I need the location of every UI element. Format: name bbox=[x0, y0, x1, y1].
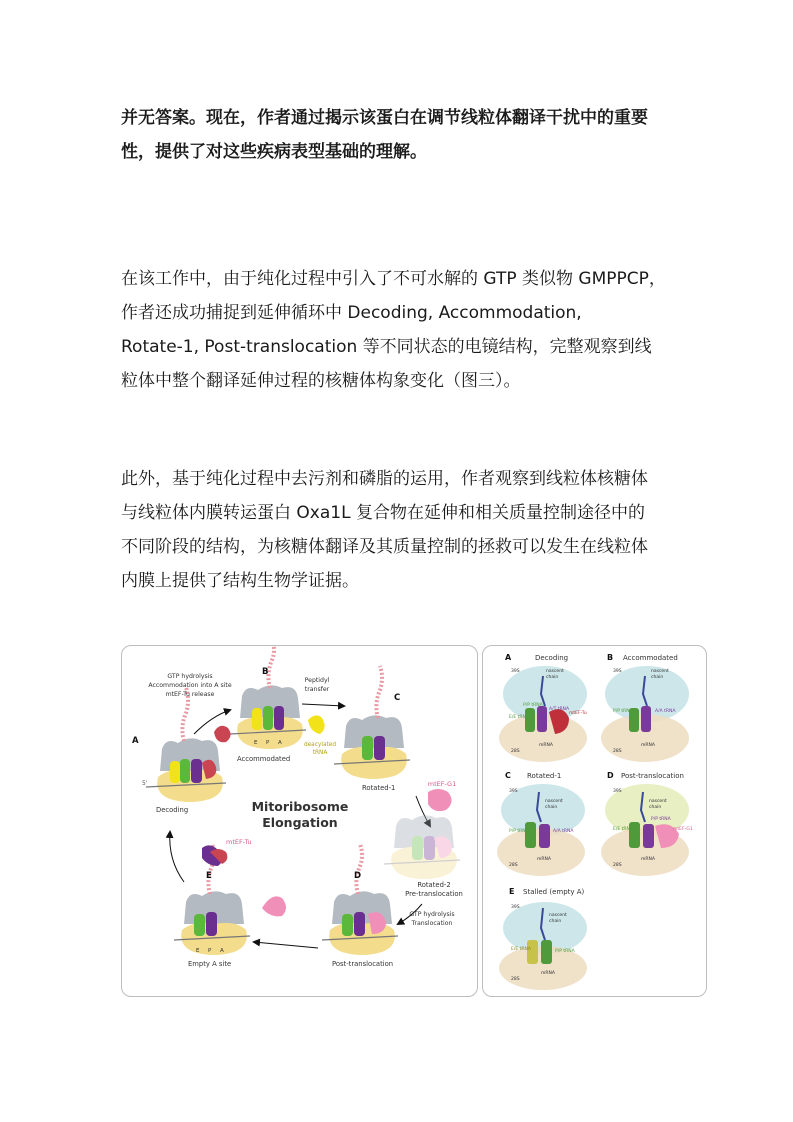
ribosome-state-a bbox=[142, 687, 226, 802]
panel-b-aa-trna: A/A tRNA bbox=[655, 709, 676, 714]
paragraph-2-line-4: 粒体中整个翻译延伸过程的核糖体构象变化（图三）。 bbox=[121, 371, 521, 391]
panel-a-28s: 28S bbox=[511, 749, 520, 754]
cryo-em-structures-figure bbox=[482, 645, 707, 997]
mteftu-release-label: mtEF-Tu release bbox=[165, 691, 215, 698]
state-a-letter: A bbox=[132, 736, 139, 746]
panel-a-name: Decoding bbox=[535, 654, 569, 662]
panel-e-ee-trna: E/E tRNA bbox=[511, 947, 531, 952]
panel-d-39s: 39S bbox=[613, 789, 622, 794]
state-a-name: Decoding bbox=[156, 806, 189, 814]
paragraph-3-line-4: 内膜上提供了结构生物学证据。 bbox=[121, 571, 359, 591]
released-mtefg1-shape bbox=[262, 896, 286, 916]
site-p-e: P bbox=[208, 948, 212, 954]
elongation-cycle-diagram bbox=[122, 646, 477, 996]
site-p-b: P bbox=[266, 740, 270, 746]
paragraph-1 bbox=[121, 101, 681, 169]
paragraph-2-line-2: 作者还成功捕捉到延伸循环中 Decoding, Accommodation, bbox=[121, 303, 582, 323]
panel-a-decoding bbox=[499, 653, 587, 762]
panel-d-post-translocation bbox=[601, 771, 693, 876]
deacylated-trna-label-2: tRNA bbox=[312, 750, 328, 756]
mteftu-label: mtEF-Tu bbox=[226, 838, 252, 846]
panel-e-name: Stalled (empty A) bbox=[523, 888, 585, 896]
mtefg1-shape bbox=[428, 789, 452, 811]
ribosome-state-d bbox=[322, 844, 398, 955]
released-mteftu-shape bbox=[214, 726, 231, 743]
panel-d-chain: chain bbox=[649, 805, 662, 810]
panel-b-chain: chain bbox=[651, 675, 664, 680]
arrow-b-to-c bbox=[302, 704, 344, 706]
panel-b-name: Accommodated bbox=[623, 654, 678, 662]
mtefg1-label: mtEF-G1 bbox=[427, 780, 457, 788]
state-e-letter: E bbox=[206, 871, 212, 881]
state-d-letter: D bbox=[354, 871, 362, 881]
cycle-title-line-2: Elongation bbox=[262, 815, 338, 830]
panel-b-accommodated bbox=[601, 653, 689, 762]
panel-e-39s: 39S bbox=[511, 905, 520, 910]
paragraph-2-line-3: Rotate-1, Post-translocation 等不同状态的电镜结构，完整观察到线 bbox=[121, 337, 652, 357]
panel-c-mrna: mRNA bbox=[537, 857, 551, 862]
state-d-name: Post-translocation bbox=[332, 960, 394, 968]
panel-c-name: Rotated-1 bbox=[527, 772, 562, 780]
panel-a-at-trna: A/T tRNA bbox=[549, 707, 570, 712]
panel-a-letter: A bbox=[505, 653, 512, 662]
panel-c-nascent: nascent bbox=[545, 799, 563, 804]
panel-a-mteftu: mtEF-Tu bbox=[569, 711, 587, 716]
panel-c-39s: 39S bbox=[509, 789, 518, 794]
panel-d-mrna: mRNA bbox=[641, 857, 655, 862]
panel-e-stalled bbox=[499, 887, 587, 990]
panel-e-letter: E bbox=[509, 887, 515, 896]
panel-b-28s: 28S bbox=[613, 749, 622, 754]
panel-d-letter: D bbox=[607, 771, 614, 780]
gtp-hydrolysis-label-1: GTP hydrolysis bbox=[167, 673, 213, 680]
translocation-label: Translocation bbox=[411, 920, 453, 927]
paragraph-3-line-2: 与线粒体内膜转运蛋白 Oxa1L 复合物在延伸和相关质量控制途径中的 bbox=[121, 503, 645, 523]
arrow-e-to-a bbox=[170, 832, 184, 882]
panel-b-pp-trna: P/P tRNA bbox=[613, 709, 633, 714]
gtp-hydrolysis-label-2: GTP hydrolysis bbox=[409, 911, 455, 918]
panel-a-nascent: nascent bbox=[546, 669, 564, 674]
rotated-2-label-2: Pre-translocation bbox=[405, 890, 463, 898]
paragraph-2 bbox=[121, 262, 681, 398]
elongation-cycle-figure bbox=[121, 645, 478, 997]
accommodation-label: Accommodation into A site bbox=[148, 682, 232, 689]
site-e-e: E bbox=[196, 948, 200, 954]
panel-b-39s: 39S bbox=[613, 669, 622, 674]
panel-d-ee-trna: E/E tRNA bbox=[613, 827, 633, 832]
rotated-2-label-1: Rotated-2 bbox=[417, 881, 451, 889]
panel-c-rotated-1 bbox=[497, 771, 585, 876]
paragraph-1-line-1: 并无答案。现在，作者通过揭示该蛋白在调节线粒体翻译干扰中的重要 bbox=[121, 108, 648, 128]
paragraph-3 bbox=[121, 462, 681, 598]
panel-d-nascent: nascent bbox=[649, 799, 667, 804]
panel-b-mrna: mRNA bbox=[641, 743, 655, 748]
peptidyl-transfer-label-1: Peptidyl bbox=[304, 677, 330, 684]
panel-d-28s: 28S bbox=[613, 863, 622, 868]
panel-b-nascent: nascent bbox=[651, 669, 669, 674]
paragraph-3-line-3: 不同阶段的结构，为核糖体翻译及其质量控制的拯救可以发生在线粒体 bbox=[121, 537, 648, 557]
panel-a-39s: 39S bbox=[511, 669, 520, 674]
deacylated-trna-shape bbox=[308, 715, 325, 734]
panel-e-chain: chain bbox=[549, 919, 562, 924]
paragraph-2-line-1: 在该工作中，由于纯化过程中引入了不可水解的 GTP 类似物 GMPPCP， bbox=[121, 269, 666, 289]
ribosome-state-b bbox=[230, 646, 306, 749]
panel-c-aa-trna: A/A tRNA bbox=[553, 829, 574, 834]
state-e-name: Empty A site bbox=[188, 960, 232, 968]
panel-d-mtefg1: mtEF-G1 bbox=[673, 827, 693, 832]
panel-a-pp-trna: P/P tRNA bbox=[523, 703, 543, 708]
site-a-b: A bbox=[278, 740, 282, 746]
panel-e-pp-trna: P/P tRNA bbox=[555, 949, 575, 954]
panel-b-letter: B bbox=[607, 653, 614, 662]
panel-d-name: Post-translocation bbox=[621, 772, 684, 780]
panel-a-mrna: mRNA bbox=[539, 743, 553, 748]
state-b-name: Accommodated bbox=[237, 755, 291, 763]
cryo-em-structures-panels bbox=[483, 646, 706, 996]
panel-c-chain: chain bbox=[545, 805, 558, 810]
panel-c-pp-trna: P/P tRNA bbox=[509, 829, 529, 834]
peptidyl-transfer-label-2: transfer bbox=[304, 686, 330, 693]
state-c-name: Rotated-1 bbox=[362, 784, 396, 792]
panel-a-ee-trna: E/E tRNA bbox=[509, 715, 529, 720]
state-b-letter: B bbox=[262, 667, 269, 677]
panel-c-letter: C bbox=[505, 771, 511, 780]
paragraph-3-line-1: 此外，基于纯化过程中去污剂和磷脂的运用，作者观察到线粒体核糖体 bbox=[121, 469, 648, 489]
cycle-title-line-1: Mitoribosome bbox=[251, 799, 349, 814]
site-e-b: E bbox=[254, 740, 258, 746]
panel-e-nascent: nascent bbox=[549, 913, 567, 918]
paragraph-1-line-2: 性，提供了对这些疾病表型基础的理解。 bbox=[121, 142, 427, 162]
deacylated-trna-label-1: deacylated bbox=[303, 742, 337, 748]
ribosome-state-c bbox=[334, 666, 410, 779]
panel-a-chain: chain bbox=[546, 675, 559, 680]
site-a-e: A bbox=[220, 948, 224, 954]
ribosome-state-rotated-2 bbox=[384, 815, 460, 879]
arrow-d-to-e bbox=[254, 942, 318, 948]
panel-d-pp-trna: P/P tRNA bbox=[651, 817, 671, 822]
panel-e-mrna: mRNA bbox=[541, 971, 555, 976]
panel-c-28s: 28S bbox=[509, 863, 518, 868]
panel-e-28s: 28S bbox=[511, 977, 520, 982]
state-c-letter: C bbox=[394, 693, 401, 703]
five-prime-a: 5' bbox=[142, 780, 148, 787]
